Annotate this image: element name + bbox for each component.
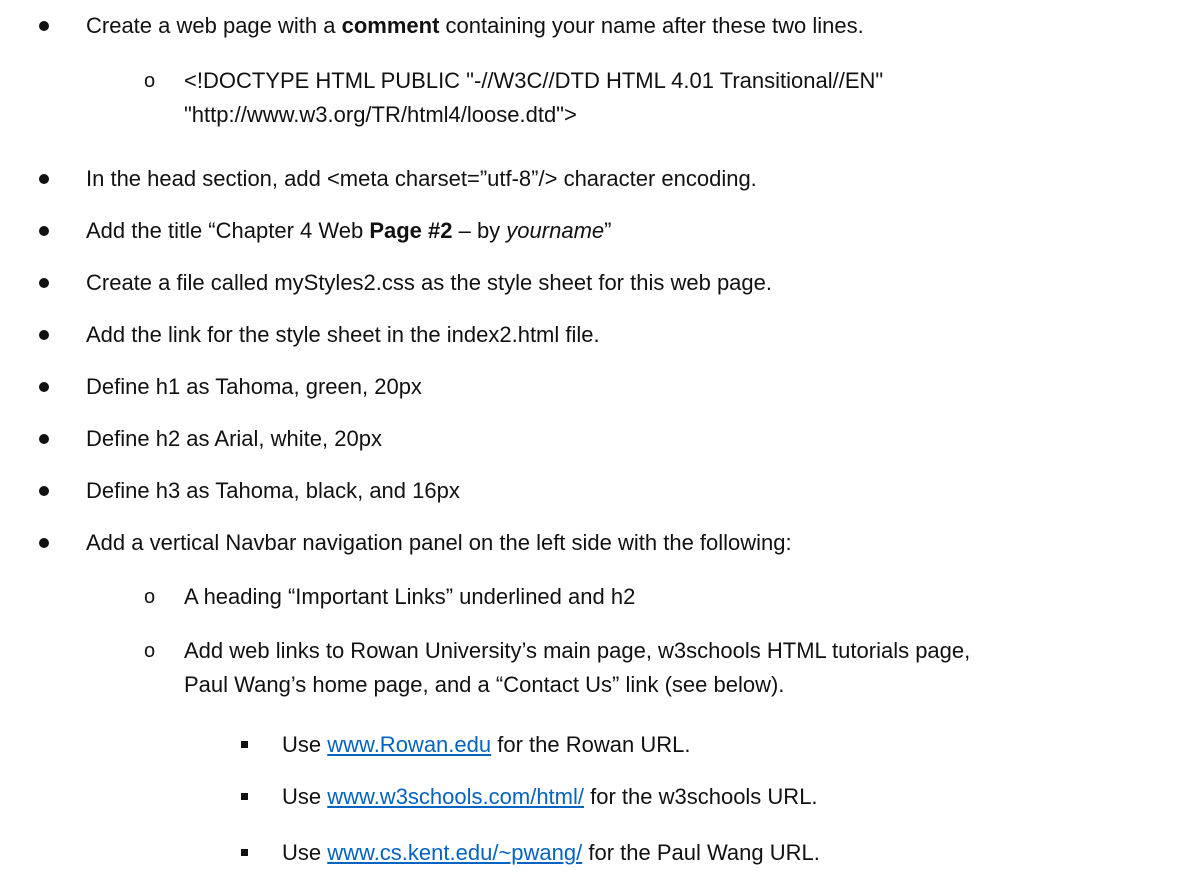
list-item-paul-wang-url — [282, 838, 820, 868]
item-text: Use — [282, 732, 328, 757]
list-item-navbar: Add a vertical Navbar navigation panel on the left side with the following: — [86, 530, 792, 555]
doctype-line-1: <!DOCTYPE HTML PUBLIC "-//W3C//DTD HTML 4.01 Transitional//EN" — [184, 68, 884, 93]
list-item-h1: Define h1 as Tahoma, green, 20px — [86, 374, 422, 399]
w3schools-link[interactable]: www.w3schools.com/html/ — [327, 784, 584, 809]
sub-bullet-icon: o — [144, 640, 156, 662]
bullet-icon — [39, 278, 49, 288]
list-item-h3: Define h3 as Tahoma, black, and 16px — [86, 478, 460, 503]
list-item-heading: A heading “Important Links” underlined and h2 — [184, 584, 636, 609]
rowan-link[interactable]: www.Rowan.edu — [327, 732, 492, 757]
bullet-icon — [39, 382, 49, 392]
item-text: Use — [282, 840, 328, 865]
item-text: for the w3schools URL. — [584, 784, 818, 809]
paul-wang-link[interactable]: www.cs.kent.edu/~pwang/ — [327, 840, 583, 865]
item-text: for the Rowan URL. — [491, 732, 691, 757]
item-text: for the Paul Wang URL. — [582, 840, 820, 865]
sub-bullet-icon: o — [144, 70, 156, 92]
list-item-stylesheet-link: Add the link for the style sheet in the index2.html file. — [86, 322, 600, 347]
bullet-icon — [39, 538, 49, 548]
item-bold-text: comment — [341, 13, 440, 38]
item-bold-text: Page #2 — [369, 218, 453, 243]
list-item-web-links-line-1: Add web links to Rowan University’s main page, w3schools HTML tutorials page, — [184, 638, 971, 663]
square-bullet-icon — [241, 741, 248, 748]
square-bullet-icon — [241, 849, 248, 856]
bullet-icon — [39, 486, 49, 496]
sub-bullet-icon: o — [144, 586, 156, 608]
list-item-web-links-line-2: Paul Wang’s home page, and a “Contact Us” link (see below). — [184, 672, 785, 697]
list-item-title — [86, 216, 611, 246]
item-text: Create a web page with a — [86, 13, 342, 38]
list-item-rowan-url — [282, 730, 690, 760]
bullet-icon — [39, 21, 49, 31]
list-item-stylesheet-file: Create a file called myStyles2.css as the style sheet for this web page. — [86, 270, 772, 295]
square-bullet-icon — [241, 793, 248, 800]
doctype-line-2: "http://www.w3.org/TR/html4/loose.dtd"> — [184, 102, 577, 127]
bullet-icon — [39, 434, 49, 444]
list-item-h2: Define h2 as Arial, white, 20px — [86, 426, 382, 451]
item-italic-text: yourname — [506, 218, 605, 243]
bullet-icon — [39, 174, 49, 184]
list-item-comment — [86, 11, 864, 41]
list-item-w3schools-url — [282, 782, 818, 812]
item-text: containing your name after these two lines. — [439, 13, 864, 38]
bullet-icon — [39, 226, 49, 236]
bullet-icon — [39, 330, 49, 340]
item-text: – by — [452, 218, 507, 243]
item-text: ” — [604, 218, 612, 243]
list-item-head-section: In the head section, add <meta charset=”utf-8”/> character encoding. — [86, 166, 757, 191]
item-text: Add the title “Chapter 4 Web — [86, 218, 370, 243]
item-text: Use — [282, 784, 328, 809]
